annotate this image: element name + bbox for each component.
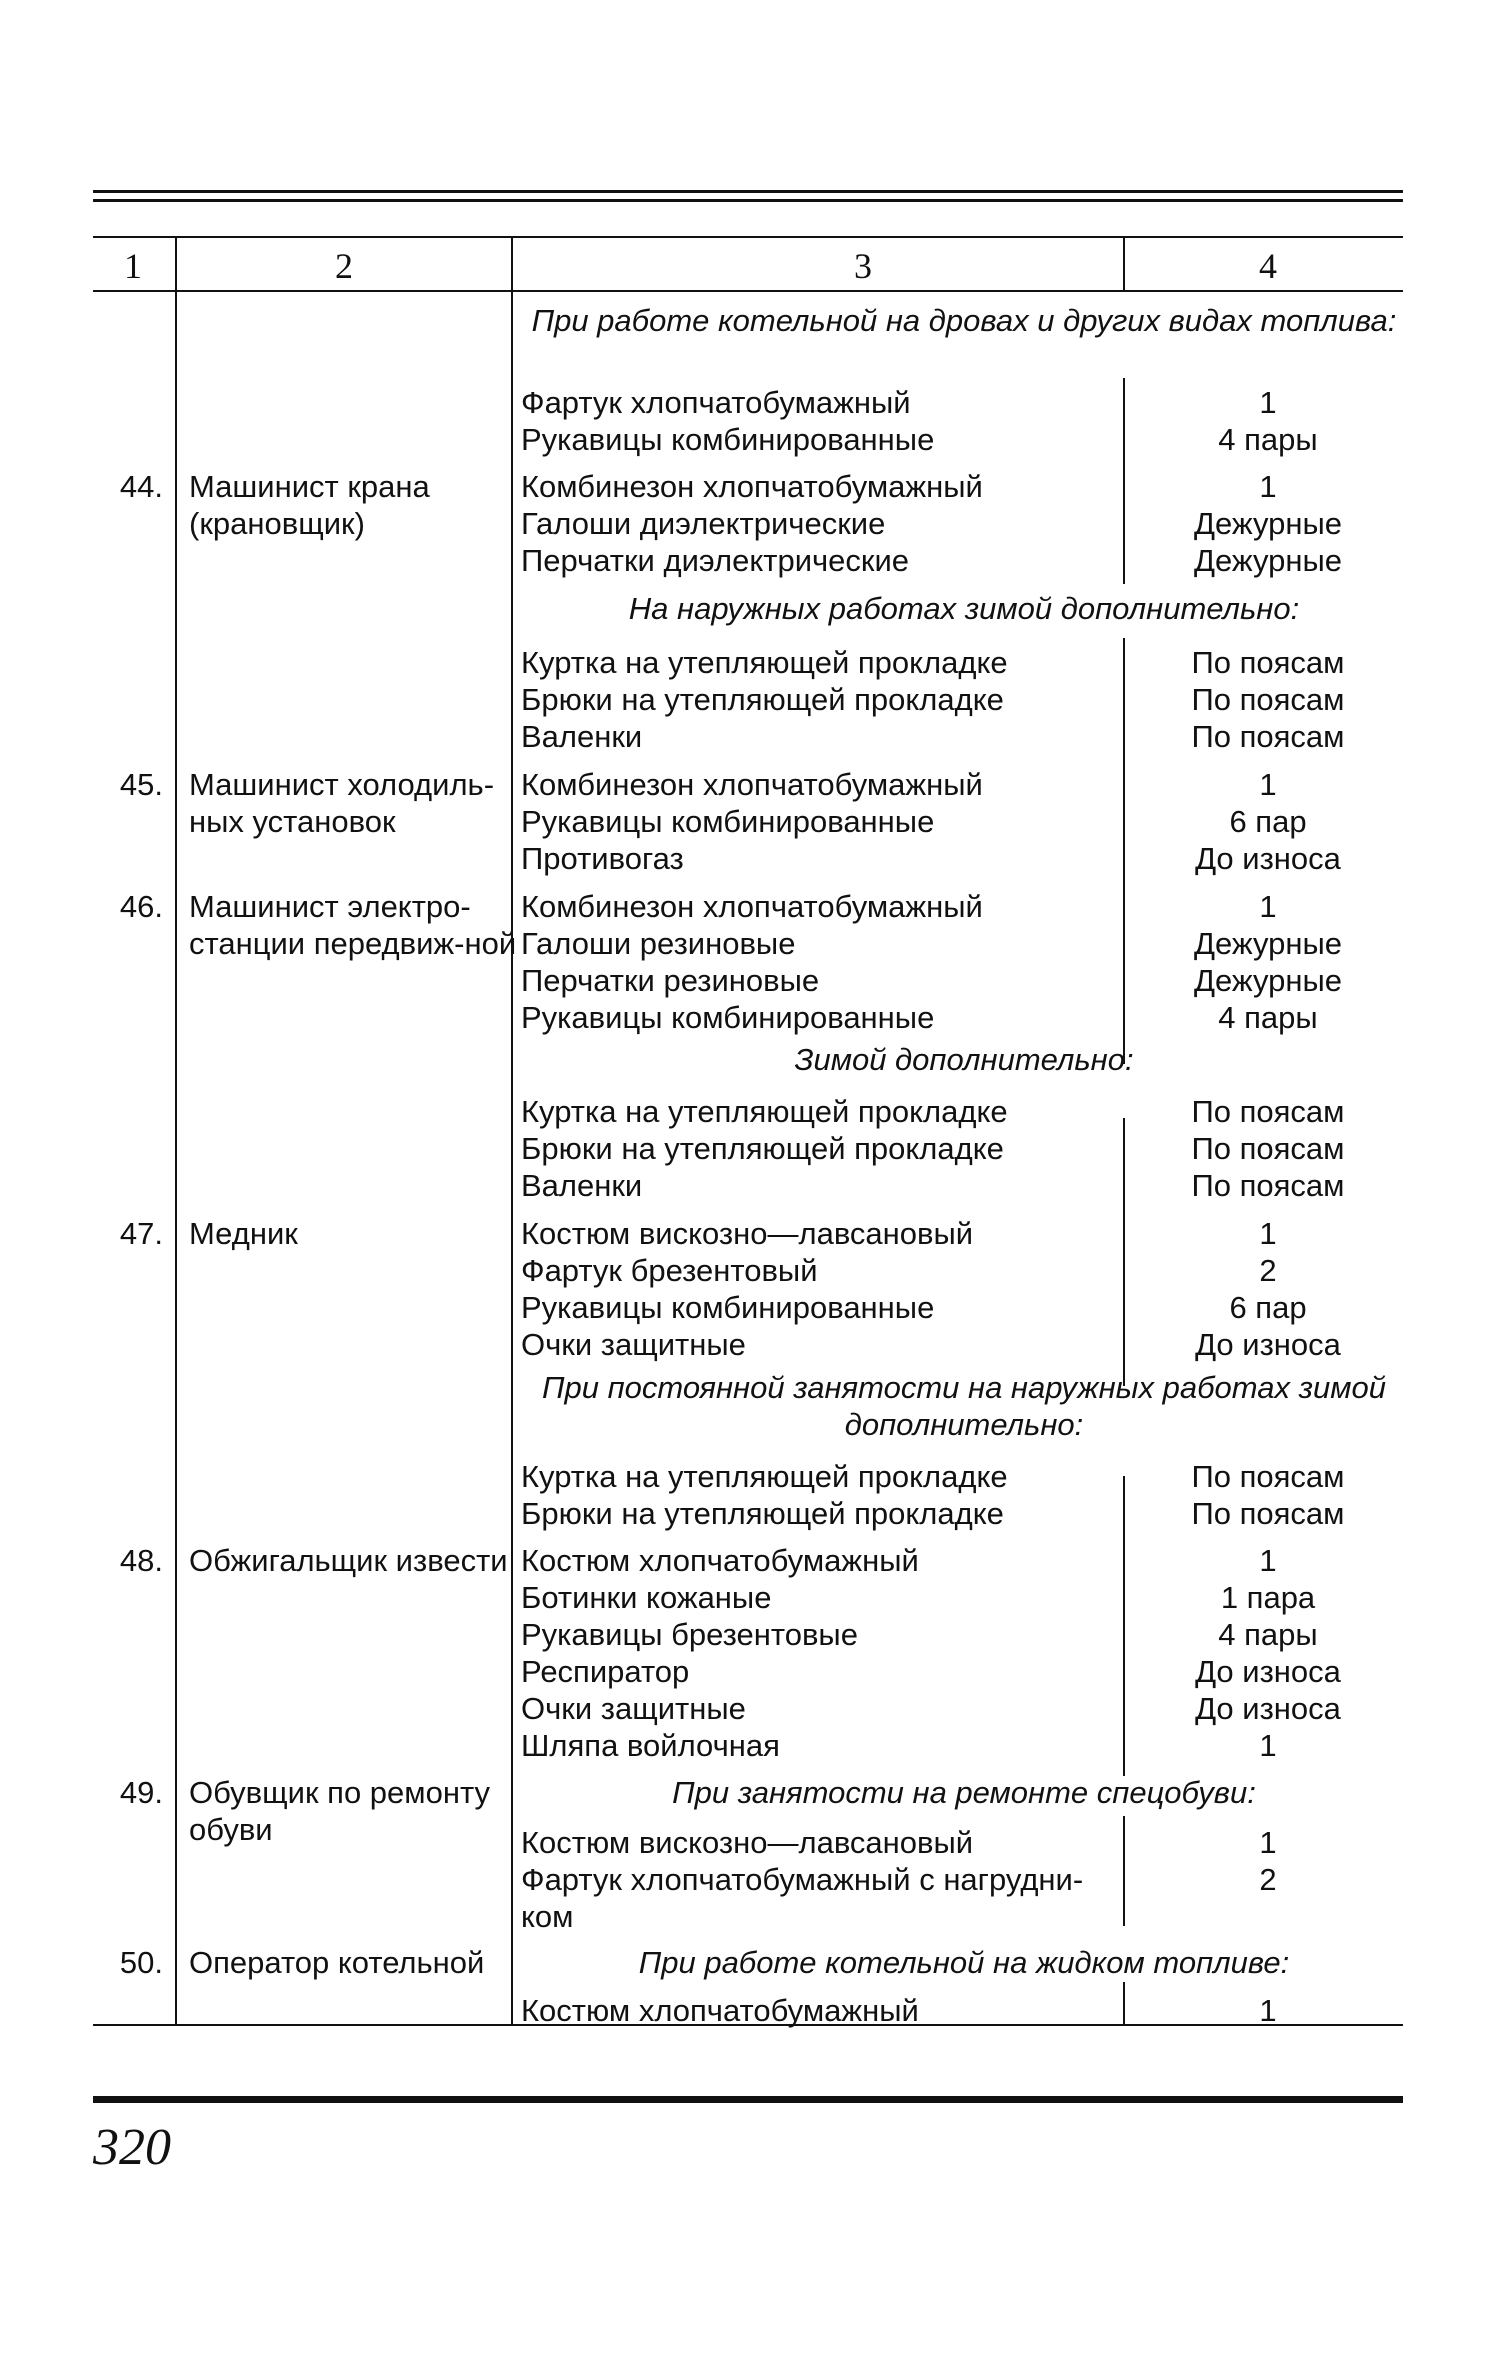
profession-name: Машинист электро-станции передвиж-ной (189, 889, 517, 961)
item-name: Перчатки диэлектрические (521, 543, 910, 578)
item-name: Галоши резиновые (521, 926, 796, 961)
col-divider-3-4 (1123, 1982, 1125, 2026)
note-text: При постоянной занятости на наружных работах зимой дополнительно: (542, 1370, 1386, 1442)
item-name: Костюм хлопчатобумажный (521, 1543, 919, 1578)
item-quantity: 1 пара (1220, 1580, 1316, 1615)
item-quantity: 1 (1259, 1825, 1277, 1860)
row-number: 47. (119, 1216, 163, 1251)
item-name: Куртка на утепляющей прокладке (521, 645, 1008, 680)
item-name: Костюм вискозно—лавсановый (521, 1825, 974, 1860)
item-name: Валенки (521, 1168, 643, 1203)
col-divider-3-4 (1123, 638, 1125, 1064)
note-text: При работе котельной на дровах и других видах топлива: (531, 303, 1397, 338)
row-number: 49. (119, 1775, 163, 1810)
item-quantity: 4 пары (1218, 422, 1318, 457)
item-name: Очки защитные (521, 1327, 746, 1362)
item-quantity: 1 (1259, 889, 1277, 924)
item-quantity: 6 пар (1229, 1290, 1307, 1325)
item-name: Брюки на утепляющей прокладке (521, 1131, 1004, 1166)
item-quantity: По поясам (1191, 1168, 1345, 1203)
item-quantity: 6 пар (1229, 804, 1307, 839)
ppe-table (93, 236, 1403, 2026)
item-quantity: 1 (1259, 1728, 1277, 1763)
profession-name: Обжигальщик извести (189, 1543, 508, 1578)
item-name: Брюки на утепляющей прокладке (521, 1496, 1004, 1531)
row-number: 45. (119, 767, 163, 802)
item-quantity: 1 (1259, 767, 1277, 802)
row-number: 46. (119, 889, 163, 924)
item-name: Очки защитные (521, 1691, 746, 1726)
item-quantity: По поясам (1191, 719, 1345, 754)
header-divider-3-4 (1123, 236, 1125, 292)
item-quantity: 4 пары (1218, 1617, 1318, 1652)
item-quantity: По поясам (1191, 1496, 1345, 1531)
item-quantity: Дежурные (1193, 543, 1342, 578)
item-quantity: 2 (1259, 1253, 1277, 1288)
footer-rule (93, 2096, 1403, 2103)
item-quantity: 1 (1259, 1543, 1277, 1578)
item-quantity: 2 (1259, 1862, 1277, 1897)
row-number: 48. (119, 1543, 163, 1578)
col-divider-1-2 (175, 236, 177, 2026)
item-quantity: До износа (1195, 1691, 1341, 1726)
item-quantity: Дежурные (1193, 506, 1342, 541)
header-col-1: 1 (124, 246, 142, 286)
item-name: Галоши диэлектрические (521, 506, 886, 541)
col-divider-3-4 (1123, 1118, 1125, 1386)
item-name: Брюки на утепляющей прокладке (521, 682, 1004, 717)
item-quantity: Дежурные (1193, 963, 1342, 998)
item-name: Куртка на утепляющей прокладке (521, 1459, 1008, 1494)
item-quantity: 1 (1259, 385, 1277, 420)
top-rule-1 (93, 190, 1403, 193)
item-name: Комбинезон хлопчатобумажный (521, 889, 983, 924)
item-name: Рукавицы комбинированные (521, 422, 935, 457)
item-quantity: По поясам (1191, 645, 1345, 680)
item-quantity: 1 (1259, 1993, 1277, 2028)
item-quantity: 4 пары (1218, 1000, 1318, 1035)
item-name: Куртка на утепляющей прокладке (521, 1094, 1008, 1129)
item-name: Валенки (521, 719, 643, 754)
item-quantity: Дежурные (1193, 926, 1342, 961)
item-quantity: По поясам (1191, 1459, 1345, 1494)
item-name: Респиратор (521, 1654, 690, 1689)
col-divider-3-4 (1123, 378, 1125, 584)
item-quantity: 1 (1259, 469, 1277, 504)
item-quantity: По поясам (1191, 1131, 1345, 1166)
profession-name: Обувщик по ремонту обуви (189, 1775, 490, 1847)
profession-name: Оператор котельной (189, 1945, 485, 1980)
profession-name: Медник (189, 1216, 298, 1251)
item-quantity: До износа (1195, 841, 1341, 876)
top-rule-2 (93, 199, 1403, 202)
item-name: Комбинезон хлопчатобумажный (521, 767, 983, 802)
item-name: Костюм хлопчатобумажный (521, 1993, 919, 2028)
item-name: Шляпа войлочная (521, 1728, 780, 1763)
item-name: Фартук брезентовый (521, 1253, 818, 1288)
profession-name: Машинист холодиль-ных установок (189, 767, 495, 839)
row-number: 44. (119, 469, 163, 504)
item-quantity: 1 (1259, 1216, 1277, 1251)
item-name: Костюм вискозно—лавсановый (521, 1216, 974, 1251)
header-col-2: 2 (335, 246, 353, 286)
header-col-4: 4 (1259, 246, 1277, 286)
item-quantity: До износа (1195, 1654, 1341, 1689)
row-number: 50. (119, 1945, 163, 1980)
note-text: При занятости на ремонте спецобуви: (672, 1775, 1256, 1810)
header-col-3: 3 (854, 246, 872, 286)
item-name: Рукавицы комбинированные (521, 1290, 935, 1325)
col-divider-3-4 (1123, 1476, 1125, 1776)
profession-name: Машинист крана (крановщик) (189, 469, 430, 541)
col-divider-3-4 (1123, 1816, 1125, 1926)
item-name: Рукавицы брезентовые (521, 1617, 858, 1652)
item-quantity: До износа (1195, 1327, 1341, 1362)
item-name: Комбинезон хлопчатобумажный (521, 469, 983, 504)
item-quantity: По поясам (1191, 1094, 1345, 1129)
item-name: Фартук хлопчатобумажный (521, 385, 911, 420)
item-name: Рукавицы комбинированные (521, 1000, 935, 1035)
item-name: Фартук хлопчатобумажный с нагрудни-ком (521, 1862, 1084, 1934)
item-name: Перчатки резиновые (521, 963, 820, 998)
note-text: Зимой дополнительно: (794, 1042, 1134, 1077)
page-number: 320 (93, 2119, 171, 2176)
item-name: Рукавицы комбинированные (521, 804, 935, 839)
note-text: На наружных работах зимой дополнительно: (628, 591, 1300, 626)
note-text: При работе котельной на жидком топливе: (638, 1945, 1290, 1980)
item-quantity: По поясам (1191, 682, 1345, 717)
item-name: Противогаз (521, 841, 684, 876)
item-name: Ботинки кожаные (521, 1580, 772, 1615)
